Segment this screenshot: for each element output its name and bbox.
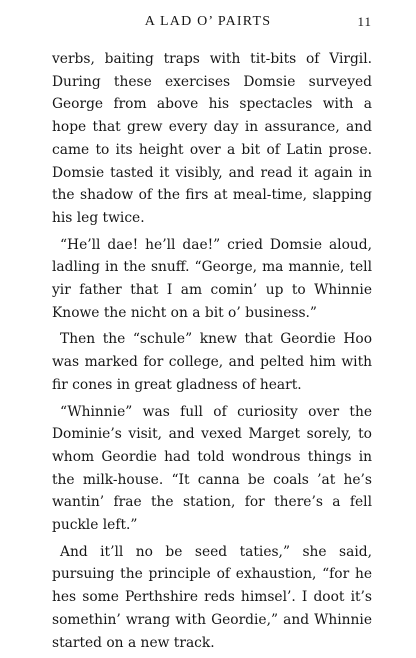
paragraph-4: “Whinnie” was full of curiosity over the Dominie’s visit, and vexed Marget sorely, to whom Geordie had told wondrous things in the milk-house. “It canna be coals ’at he’s wantin’ frae the station, for there’s a fell puckle left.” [52, 403, 372, 534]
body-text [52, 48, 372, 658]
running-title: A LAD O’ PAIRTS [144, 14, 272, 29]
paragraph-3: Then the “schule” knew that Geordie Hoo was marked for college, and pelted him with fir cones in great gladness of heart. [52, 331, 372, 393]
paragraph-2: “He’ll dae! he’ll dae!” cried Domsie aloud, ladling in the snuff. “George, ma mannie, tell yir father that I am comin’ up to Whinnie Knowe the nicht on a bit o’ business.” [52, 236, 372, 321]
page-number: 11 [357, 14, 372, 29]
running-head [0, 14, 416, 34]
paragraph-1: verbs, baiting traps with tit-bits of Virgil. During these exercises Domsie surveyed George from above his spectacles with a hope that grew every day in assurance, and came to its height over a bit of Latin prose. Domsie tasted it visibly, and read it again in the shadow of the firs at meal-time, slapping his leg twice. [52, 51, 372, 226]
paragraph-5: And it’ll no be seed taties,” she said, pursuing the principle of exhaustion, “for he hes some Perthshire reds himsel’. I doot it’s somethin’ wrang with Geordie,” and Whinnie started on a new track. [52, 543, 372, 651]
